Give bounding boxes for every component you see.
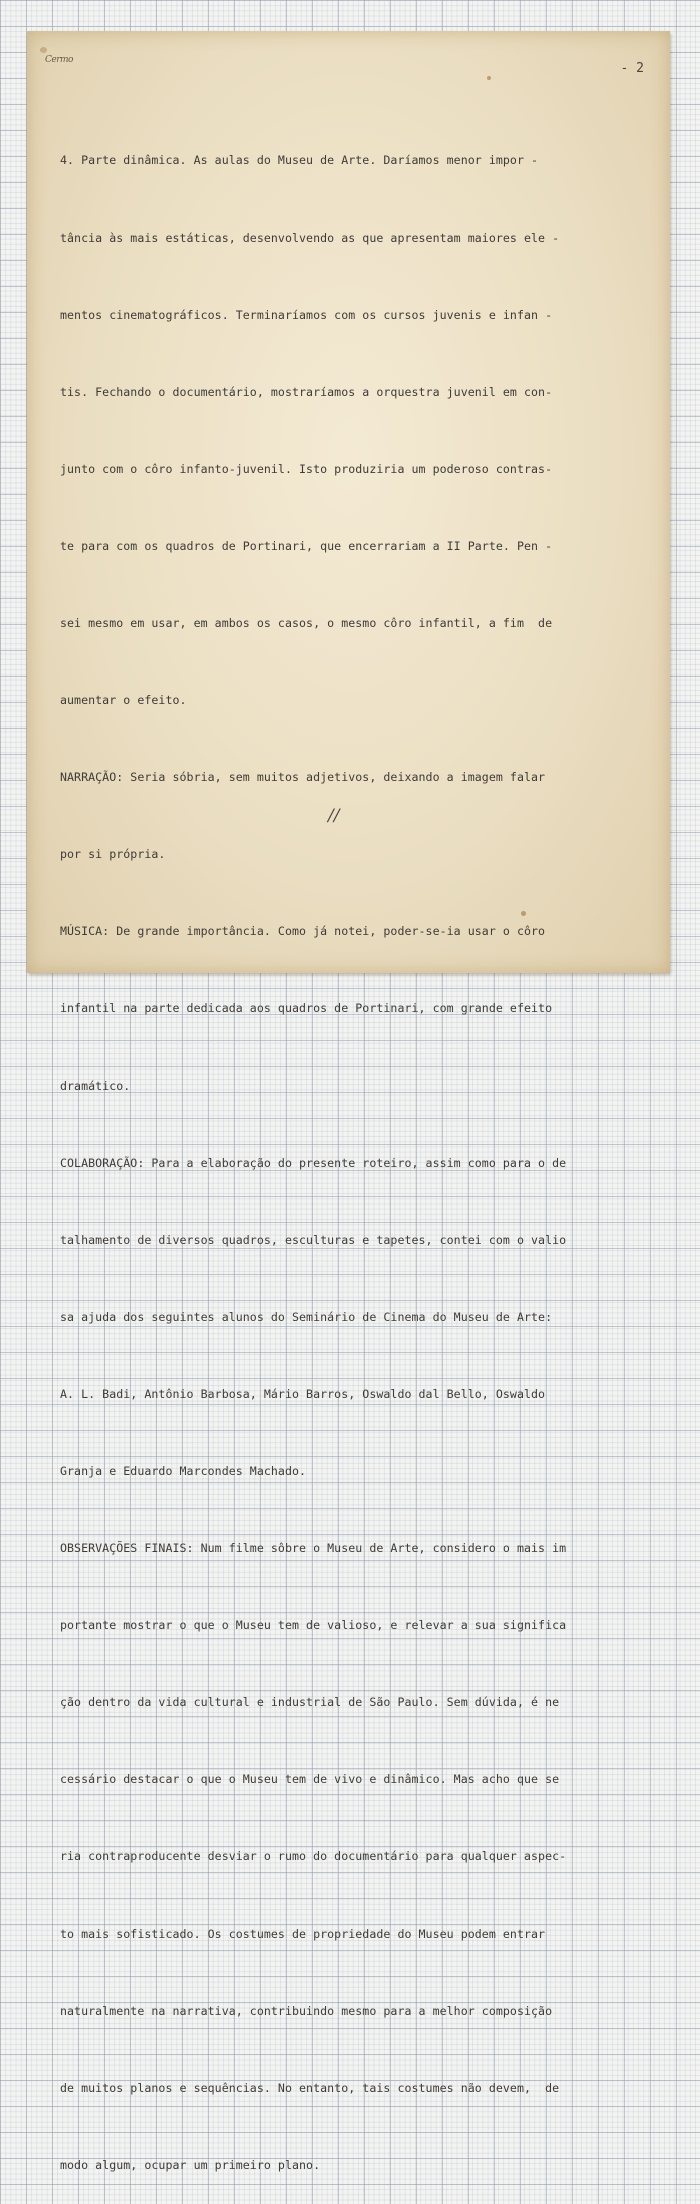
text-line: Granja e Eduardo Marcondes Machado. [60,1464,307,1478]
text-line: portante mostrar o que o Museu tem de valioso, e relevar a sua significa [60,1618,567,1633]
text-line: NARRAÇÃO: Seria sóbria, sem muitos adjetivos, deixando a imagem falar [60,770,546,785]
text-line: dramático. [60,1078,131,1093]
text-line: por si própria. [60,847,166,862]
closing-mark: // [328,806,340,826]
text-line: to mais sofisticado. Os costumes de propriedade do Museu podem entrar [60,1926,546,1941]
text-line: 4. Parte dinâmica. As aulas do Museu de Arte. Daríamos menor impor - [60,153,539,168]
paper-stain [40,47,47,53]
text-line: ria contraproducente desviar o rumo do documentário para qualquer aspec- [60,1849,567,1864]
text-line: cessário destacar o que o Museu tem de vivo e dinâmico. Mas acho que se [60,1772,560,1787]
text-line: de muitos planos e sequências. No entanto, tais costumes não devem, de [60,2080,560,2095]
text-line: tis. Fechando o documentário, mostraríamos a orquestra juvenil em con- [60,384,553,399]
text-line: sei mesmo em usar, em ambos os casos, o mesmo côro infantil, a fim de [60,615,553,630]
corner-handwritten-note: Cermo [45,55,73,65]
text-line: junto com o côro infanto-juvenil. Isto produziria um poderoso contras- [60,461,553,476]
text-line: talhamento de diversos quadros, esculturas e tapetes, contei com o valio [60,1232,567,1247]
text-line: OBSERVAÇÕES FINAIS: Num filme sôbre o Museu de Arte, considero o mais im [60,1541,567,1556]
text-line: ção dentro da vida cultural e industrial de São Paulo. Sem dúvida, é ne [60,1695,560,1710]
text-line: te para com os quadros de Portinari, que encerrariam a II Parte. Pen - [60,538,553,553]
typed-body-text [60,97,640,2204]
text-line: MÚSICA: De grande importância. Como já notei, poder-se-ia usar o côro [60,924,546,939]
text-line: aumentar o efeito. [60,693,187,708]
text-line: infantil na parte dedicada aos quadros de Portinari, com grande efeito [60,1001,553,1016]
text-line: A. L. Badi, Antônio Barbosa, Mário Barros, Oswaldo dal Bello, Oswaldo [60,1386,546,1401]
text-line: modo algum, ocupar um primeiro plano. [60,2157,321,2172]
text-line: tância às mais estáticas, desenvolvendo as que apresentam maiores ele - [60,230,560,245]
paper-stain [487,76,491,80]
text-line: COLABORAÇÃO: Para a elaboração do presente roteiro, assim como para o de [60,1155,567,1170]
text-line: mentos cinematográficos. Terminaríamos com os cursos juvenis e infan - [60,307,553,322]
text-line: sa ajuda dos seguintes alunos do Seminário de Cinema do Museu de Arte: [60,1309,553,1324]
page-number: - 2 [620,61,644,76]
text-line: naturalmente na narrativa, contribuindo mesmo para a melhor composição [60,2003,553,2018]
